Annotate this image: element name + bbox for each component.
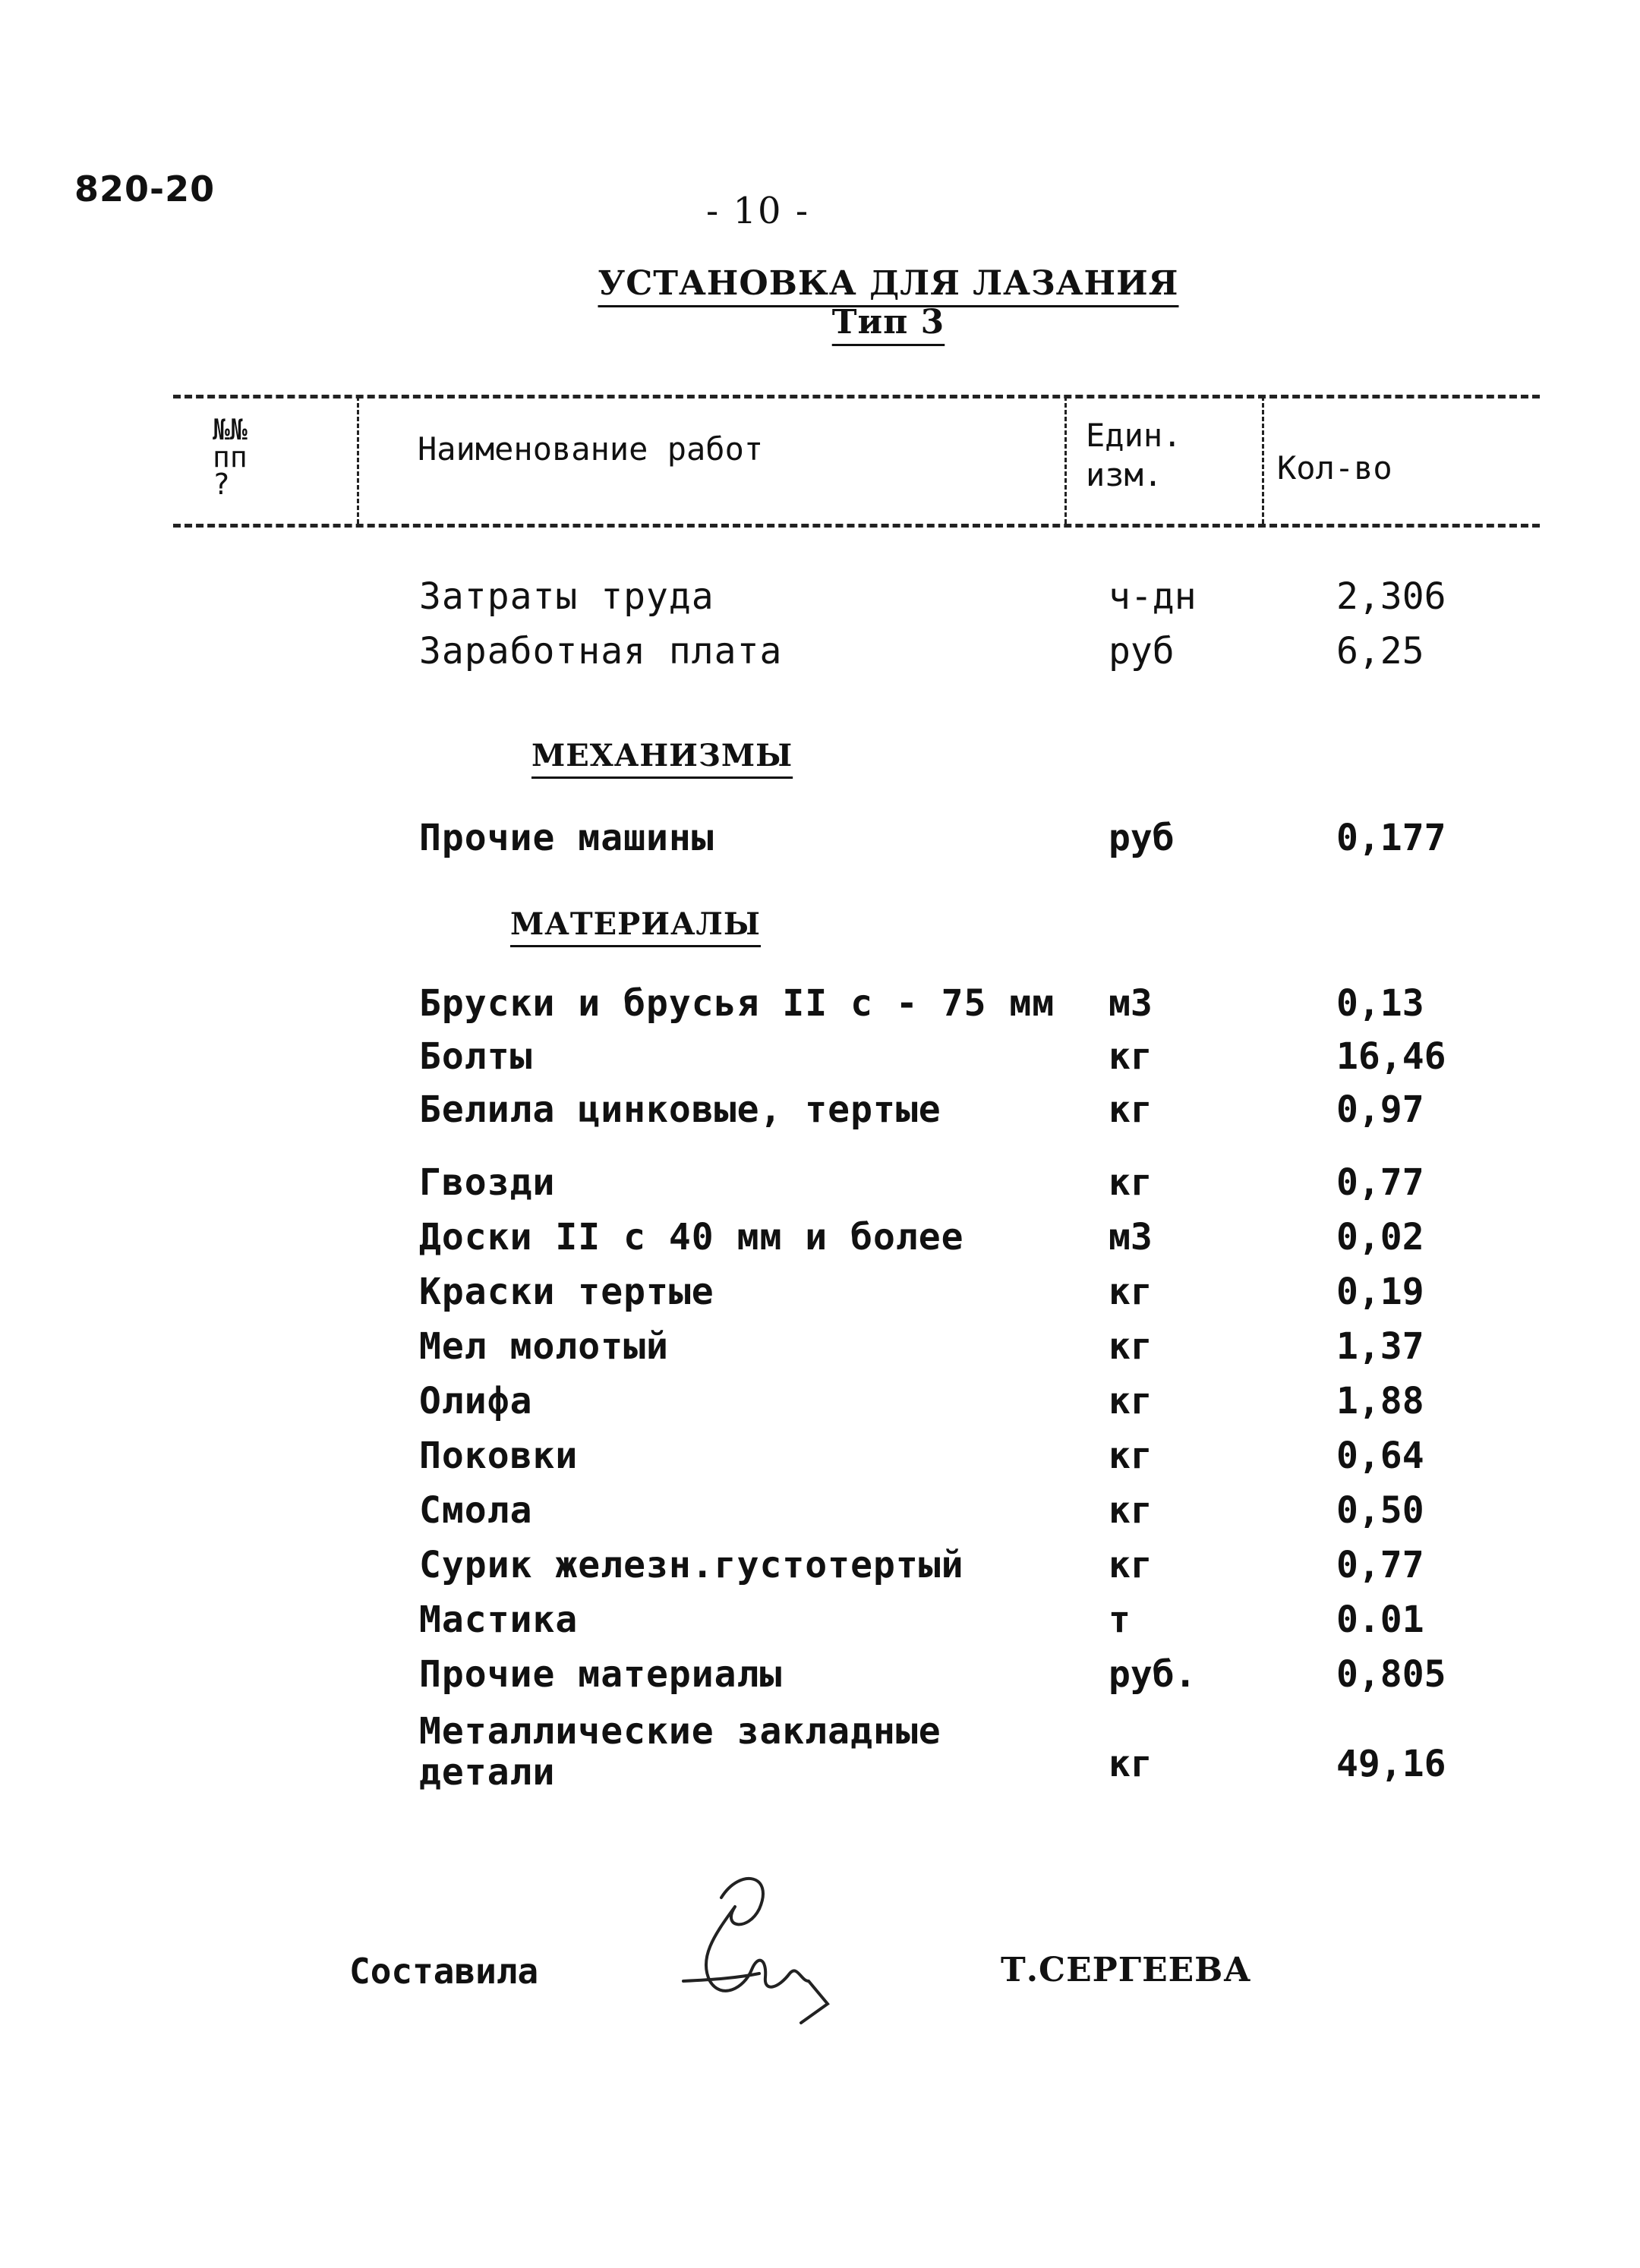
section-title-mechanisms: МЕХАНИЗМЫ xyxy=(531,738,793,773)
table-row xyxy=(0,1710,1640,1794)
table-row xyxy=(0,1600,1640,1646)
row-quantity: 0,77 xyxy=(1336,1161,1424,1204)
row-unit: т xyxy=(1109,1599,1131,1641)
row-name: Белила цинковые, тертые xyxy=(419,1088,941,1131)
column-header-unit: Един. изм. xyxy=(1086,417,1182,493)
row-unit: руб xyxy=(1109,630,1175,673)
table-row xyxy=(0,1655,1640,1700)
row-name: Мел молотый xyxy=(419,1325,669,1368)
row-quantity: 0,50 xyxy=(1336,1489,1424,1532)
table-top-rule xyxy=(173,395,1540,398)
row-quantity: 1,88 xyxy=(1336,1380,1424,1422)
row-quantity: 0,177 xyxy=(1336,817,1446,859)
row-unit: кг xyxy=(1109,1161,1153,1204)
table-row xyxy=(0,1327,1640,1372)
table-row xyxy=(0,1217,1640,1263)
column-header-name: Наименование работ xyxy=(418,430,764,468)
row-quantity: 49,16 xyxy=(1336,1743,1446,1785)
table-row xyxy=(0,1037,1640,1082)
row-unit: руб xyxy=(1109,817,1175,859)
row-unit: кг xyxy=(1109,1325,1153,1368)
page-number: - 10 - xyxy=(706,190,810,232)
column-header-quantity: Кол-во xyxy=(1277,449,1392,487)
compiled-by-label: Составила xyxy=(349,1951,539,1992)
row-unit: кг xyxy=(1109,1743,1153,1785)
row-quantity: 0,19 xyxy=(1336,1271,1424,1313)
table-row xyxy=(0,1090,1640,1136)
column-divider-2 xyxy=(1064,396,1067,524)
row-name: Затраты труда xyxy=(419,575,714,618)
row-unit: кг xyxy=(1109,1544,1153,1586)
row-name: Бруски и брусья II с - 75 мм xyxy=(419,982,1055,1025)
row-quantity: 0,13 xyxy=(1336,982,1424,1025)
row-quantity: 0,77 xyxy=(1336,1544,1424,1586)
table-row xyxy=(0,632,1640,677)
table-row xyxy=(0,984,1640,1029)
table-row xyxy=(0,1163,1640,1208)
row-unit: кг xyxy=(1109,1380,1153,1422)
signature-mark xyxy=(668,1867,850,2027)
row-unit: кг xyxy=(1109,1435,1153,1477)
row-quantity: 0,97 xyxy=(1336,1088,1424,1131)
row-quantity: 6,25 xyxy=(1336,630,1424,673)
row-unit: руб. xyxy=(1109,1653,1197,1696)
row-unit: кг xyxy=(1109,1088,1153,1131)
row-quantity: 0,64 xyxy=(1336,1435,1424,1477)
row-quantity: 0,02 xyxy=(1336,1216,1424,1258)
row-quantity: 16,46 xyxy=(1336,1035,1446,1078)
row-name: Доски II с 40 мм и более xyxy=(419,1216,964,1258)
table-row xyxy=(0,1545,1640,1591)
row-quantity: 0,805 xyxy=(1336,1653,1446,1696)
table-row xyxy=(0,1381,1640,1427)
row-name: Краски тертые xyxy=(419,1271,714,1313)
row-unit: м3 xyxy=(1109,982,1153,1025)
column-divider-3 xyxy=(1262,396,1264,524)
table-row xyxy=(0,818,1640,864)
row-unit: кг xyxy=(1109,1271,1153,1313)
row-name: Заработная плата xyxy=(419,630,783,673)
table-row xyxy=(0,1491,1640,1536)
row-name: Прочие материалы xyxy=(419,1653,783,1696)
row-quantity: 0.01 xyxy=(1336,1599,1424,1641)
row-quantity: 2,306 xyxy=(1336,575,1446,618)
table-row xyxy=(0,1272,1640,1318)
row-unit: кг xyxy=(1109,1489,1153,1532)
table-row xyxy=(0,577,1640,622)
row-name: Смола xyxy=(419,1489,533,1532)
row-name: Металлические закладные детали xyxy=(419,1710,941,1794)
row-quantity: 1,37 xyxy=(1336,1325,1424,1368)
table-row xyxy=(0,1436,1640,1482)
column-divider-1 xyxy=(357,396,359,524)
compiler-name: Т.СЕРГЕЕВА xyxy=(1001,1951,1252,1989)
row-name: Гвозди xyxy=(419,1161,556,1204)
table-header-bottom-rule xyxy=(173,524,1540,528)
row-unit: м3 xyxy=(1109,1216,1153,1258)
row-unit: кг xyxy=(1109,1035,1153,1078)
row-name: Сурик железн.густотертый xyxy=(419,1544,964,1586)
document-code: 820-20 xyxy=(74,169,216,209)
row-unit: ч-дн xyxy=(1109,575,1197,618)
page-title: УСТАНОВКА ДЛЯ ЛАЗАНИЯ Тип 3 xyxy=(598,264,1179,342)
section-title-materials: МАТЕРИАЛЫ xyxy=(510,906,761,942)
column-header-number: №№ пп ? xyxy=(213,413,248,501)
row-name: Мастика xyxy=(419,1599,579,1641)
row-name: Поковки xyxy=(419,1435,579,1477)
row-name: Олифа xyxy=(419,1380,533,1422)
row-name: Прочие машины xyxy=(419,817,714,859)
row-name: Болты xyxy=(419,1035,533,1078)
